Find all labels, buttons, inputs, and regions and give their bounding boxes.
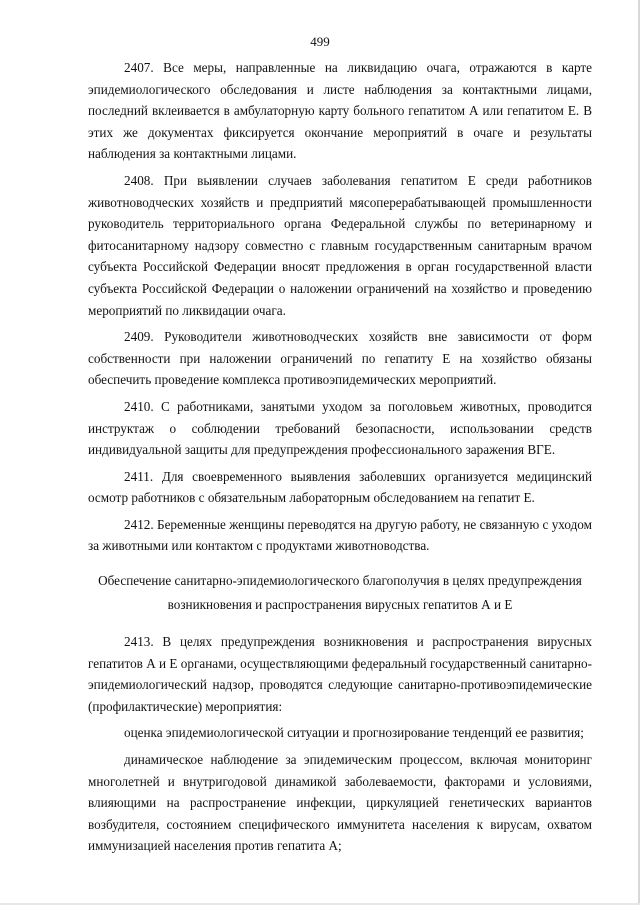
paragraph-2411: 2411. Для своевременного выявления заболевших организуется медицинский осмотр работников с обязательным лабораторным обследованием на гепатит Е. — [88, 468, 592, 506]
paragraph-2407: 2407. Все меры, направленные на ликвидацию очага, отражаются в карте эпидемиологического обследования и листе наблюдения за контактными лицами, последний вклеивается в амбулаторную карту больного гепатитом А или гепатитом Е. В этих же документах фиксируется окончание мероприятий в очаге и результаты наблюдения за контактными лицами. — [88, 60, 592, 162]
list-item-assessment: оценка эпидемиологической ситуации и прогнозирование тенденций ее развития; — [124, 725, 584, 741]
paragraph-2410: 2410. С работниками, занятыми уходом за поголовьем животных, проводится инструктаж о соблюдении требований безопасности, использовании средств индивидуальной защиты для предупреждения профессионального заражения ВГЕ. — [88, 398, 592, 458]
list-item-monitoring: динамическое наблюдение за эпидемическим процессом, включая мониторинг многолетней и внутригодовой динамикой заболеваемости, факторами и условиями, влияющими на распространение инфекции, циркуляцией генетических вариантов возбудителя, состоянием специфического иммунитета населения к вирусам, охватом иммунизацией населения против гепатита А; — [88, 752, 592, 854]
section-heading: Обеспечение санитарно-эпидемиологического благополучия в целях предупреждения возникновения и распространения вирусных гепатитов А и Е — [98, 573, 582, 613]
paragraph-2413: 2413. В целях предупреждения возникновения и распространения вирусных гепатитов А и Е органами, осуществляющими федеральный государственный санитарно-эпидемиологический надзор, проводятся следующие санитарно-противоэпидемические (профилактические) мероприятия: — [88, 634, 592, 714]
paragraph-2409: 2409. Руководители животноводческих хозяйств вне зависимости от форм собственности при наложении ограничений по гепатиту Е на хозяйство обязаны обеспечить проведение комплекса противоэпидемических мероприятий. — [88, 329, 592, 388]
page-number: 499 — [310, 34, 330, 49]
paragraph-2412: 2412. Беременные женщины переводятся на другую работу, не связанную с уходом за животными или контактом с продуктами животноводства. — [88, 516, 592, 554]
paragraph-2408: 2408. При выявлении случаев заболевания гепатитом Е среди работников животноводческих хозяйств и предприятий мясоперерабатывающей промышленности руководитель территориального органа Федеральной службы по ветеринарному и фитосанитарному надзору совместно с главным государственным санитарным врачом субъекта Российской Федерации вносят предложения в орган государственной власти субъекта Российской Федерации о наложении ограничений на хозяйство и проведению мероприятий по ликвидации очага. — [88, 172, 592, 318]
document-body — [88, 57, 592, 862]
